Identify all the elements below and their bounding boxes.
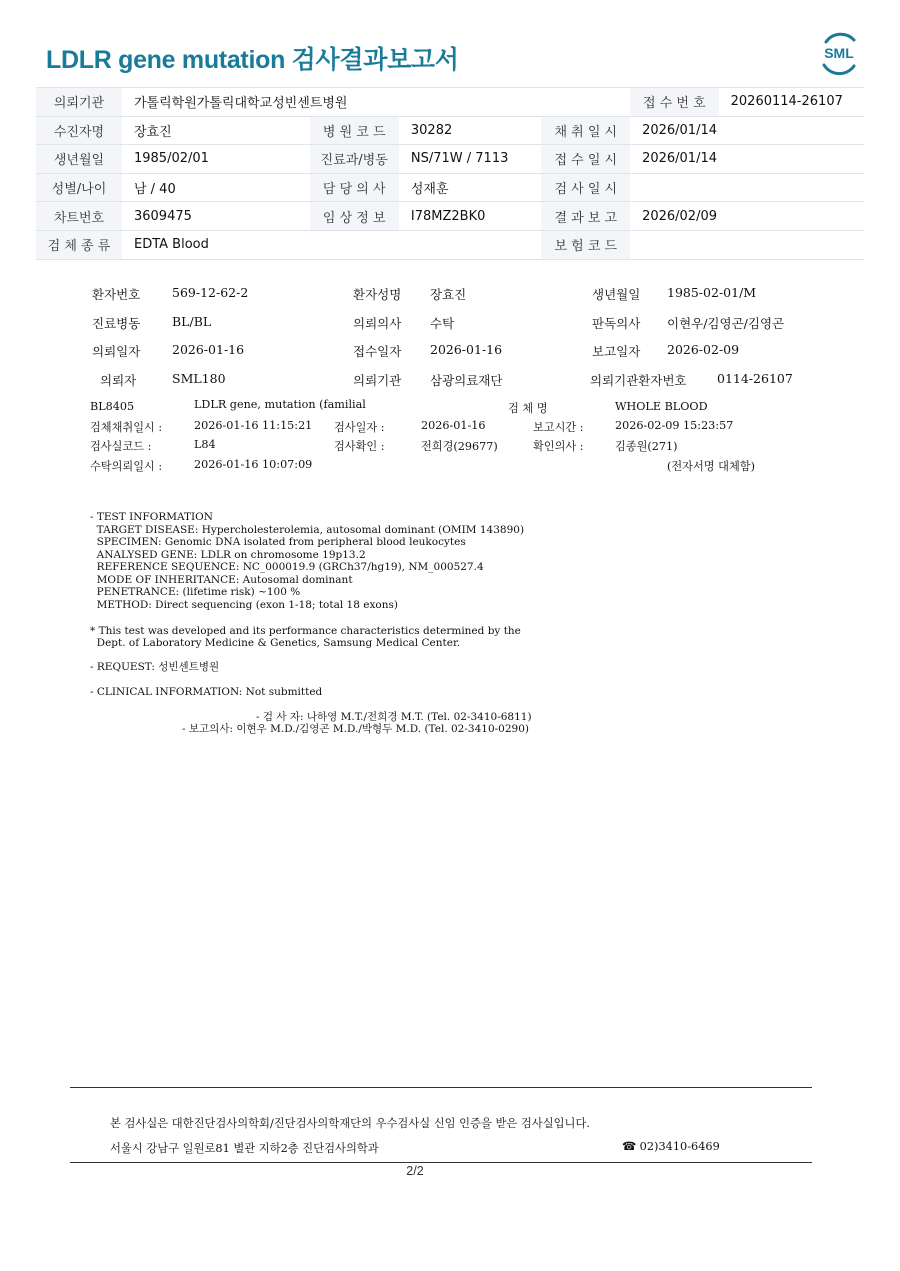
info-label: 병 원 코 드 xyxy=(310,116,399,145)
info-value: 20260114-26107 xyxy=(719,88,864,117)
confirm-doctor-label: 확인의사 : xyxy=(533,440,584,453)
test-info-line: PENETRANCE: (lifetime risk) ~100 % xyxy=(90,586,301,598)
field-value: 2026-01-16 xyxy=(430,342,503,357)
logo-text: SML xyxy=(824,45,854,61)
field-label: 환자성명 xyxy=(353,287,402,302)
field-value: BL/BL xyxy=(172,314,212,329)
test-date-label: 검사일자 : xyxy=(334,421,385,434)
field-value: 569-12-62-2 xyxy=(172,285,249,300)
note-line: Dept. of Laboratory Medicine & Genetics, Samsung Medical Center. xyxy=(90,637,461,649)
confirm-label: 검사확인 : xyxy=(334,440,385,453)
info-value: 2026/02/09 xyxy=(630,202,864,231)
info-label: 수진자명 xyxy=(36,116,122,145)
info-value: 30282 xyxy=(399,116,542,145)
field-label: 삼광의료재단 xyxy=(430,373,503,388)
info-label: 생년월일 xyxy=(36,145,122,174)
specimen-value: WHOLE BLOOD xyxy=(615,400,708,413)
info-value xyxy=(630,173,864,202)
test-date-value: 2026-01-16 xyxy=(421,419,486,432)
test-name: LDLR gene, mutation (familial xyxy=(194,398,366,411)
test-info-line: REFERENCE SEQUENCE: NC_000019.9 (GRCh37/hg19), NM_000527.4 xyxy=(90,561,484,573)
lab-phone: ☎ 02)3410-6469 xyxy=(622,1140,720,1153)
info-label: 접 수 번 호 xyxy=(630,88,719,117)
collect-value: 2026-01-16 11:15:21 xyxy=(194,419,313,432)
footer-divider-top xyxy=(70,1087,812,1088)
info-row xyxy=(36,173,864,202)
info-value: EDTA Blood xyxy=(122,230,542,259)
esign-note: (전자서명 대체함) xyxy=(667,460,755,473)
test-info-line: - TEST INFORMATION xyxy=(90,511,213,523)
field-label: 보고일자 xyxy=(592,344,641,359)
info-value: 2026/01/14 xyxy=(630,116,864,145)
test-info-line: ANALYSED GENE: LDLR on chromosome 19p13.2 xyxy=(90,549,366,561)
certification-note: 본 검사실은 대한진단검사의학회/진단검사의학재단의 우수검사실 신임 인증을 받은 검사실입니다. xyxy=(110,1117,590,1130)
page-number: 2/2 xyxy=(406,1164,424,1178)
request-time-value: 2026-01-16 10:07:09 xyxy=(194,458,313,471)
field-label: 의뢰기관환자번호 xyxy=(590,373,687,388)
info-label: 채 취 일 시 xyxy=(541,116,630,145)
field-label: 의뢰일자 xyxy=(92,344,141,359)
info-value: 1985/02/01 xyxy=(122,145,310,174)
confirm-doctor-value: 김종원(271) xyxy=(615,440,678,453)
clinical-info-line: - CLINICAL INFORMATION: Not submitted xyxy=(90,686,323,698)
field-value: 수탁 xyxy=(430,316,455,331)
info-label: 진료과/병동 xyxy=(310,145,399,174)
info-row xyxy=(36,116,864,145)
info-row xyxy=(36,88,864,117)
info-label: 차트번호 xyxy=(36,202,122,231)
field-label: 의뢰의사 xyxy=(353,316,402,331)
test-info-line: METHOD: Direct sequencing (exon 1-18; total 18 exons) xyxy=(90,599,398,611)
info-label: 결 과 보 고 xyxy=(541,202,630,231)
info-row xyxy=(36,202,864,231)
info-label: 보 험 코 드 xyxy=(541,230,630,259)
field-value: 2026-02-09 xyxy=(667,342,740,357)
sml-logo xyxy=(816,30,862,76)
field-value: 1985-02-01/M xyxy=(667,285,757,300)
info-value: 3609475 xyxy=(122,202,310,231)
info-label: 접 수 일 시 xyxy=(541,145,630,174)
report-time-value: 2026-02-09 15:23:57 xyxy=(615,419,734,432)
field-label: 생년월일 xyxy=(592,287,641,302)
info-label: 임 상 정 보 xyxy=(310,202,399,231)
field-label: 의뢰자 xyxy=(100,373,137,388)
note-line: * This test was developed and its performance characteristics determined by the xyxy=(90,625,521,637)
info-value: I78MZ2BK0 xyxy=(399,202,542,231)
report-title: LDLR gene mutation 검사결과보고서 xyxy=(46,46,459,74)
field-value: 2026-01-16 xyxy=(172,342,245,357)
info-table xyxy=(36,87,864,260)
info-label: 성별/나이 xyxy=(36,173,122,202)
info-label: 검 체 종 류 xyxy=(36,230,122,259)
test-info-line: SPECIMEN: Genomic DNA isolated from peripheral blood leukocytes xyxy=(90,536,466,548)
info-label: 검 사 일 시 xyxy=(541,173,630,202)
field-label: 접수일자 xyxy=(353,344,402,359)
specimen-label: 검 체 명 xyxy=(508,402,548,415)
reporter-line: - 보고의사: 이현우 M.D./김영곤 M.D./박형두 M.D. (Tel. 02-3410-0290) xyxy=(182,723,529,735)
request-line: - REQUEST: 성빈센트병원 xyxy=(90,661,220,673)
info-label: 담 당 의 사 xyxy=(310,173,399,202)
field-value: 이현우/김영곤/김영곤 xyxy=(667,316,785,331)
test-info-line: TARGET DISEASE: Hypercholesterolemia, autosomal dominant (OMIM 143890) xyxy=(90,524,525,536)
info-value: 가톨릭학원가톨릭대학교성빈센트병원 xyxy=(122,88,630,117)
info-row xyxy=(36,145,864,174)
test-code: BL8405 xyxy=(90,400,135,413)
collect-label: 검체채취일시 : xyxy=(90,421,163,434)
request-time-label: 수탁의뢰일시 : xyxy=(90,460,163,473)
info-value: 성재훈 xyxy=(399,173,542,202)
lab-code-label: 검사실코드 : xyxy=(90,440,152,453)
info-value: 장효진 xyxy=(122,116,310,145)
report-time-label: 보고시간 : xyxy=(533,421,584,434)
info-value xyxy=(630,230,864,259)
info-value: 2026/01/14 xyxy=(630,145,864,174)
lab-address: 서울시 강남구 일원로81 별관 지하2층 진단검사의학과 xyxy=(110,1142,379,1155)
confirm-value: 전희경(29677) xyxy=(421,440,498,453)
field-value: 장효진 xyxy=(430,287,467,302)
info-value: 남 / 40 xyxy=(122,173,310,202)
field-label: 의뢰기관 xyxy=(353,373,402,388)
info-row xyxy=(36,230,864,259)
field-label: 진료병동 xyxy=(92,316,141,331)
lab-code-value: L84 xyxy=(194,438,216,451)
field-value: SML180 xyxy=(172,371,226,386)
field-label: 판독의사 xyxy=(592,316,641,331)
examiner-line: - 검 사 자: 나하영 M.T./전희경 M.T. (Tel. 02-3410-6811) xyxy=(256,711,532,723)
field-value: 0114-26107 xyxy=(717,371,793,386)
info-label: 의뢰기관 xyxy=(36,88,122,117)
info-value: NS/71W / 7113 xyxy=(399,145,542,174)
footer-divider-bottom xyxy=(70,1162,812,1163)
field-label: 환자번호 xyxy=(92,287,141,302)
test-info-line: MODE OF INHERITANCE: Autosomal dominant xyxy=(90,574,353,586)
